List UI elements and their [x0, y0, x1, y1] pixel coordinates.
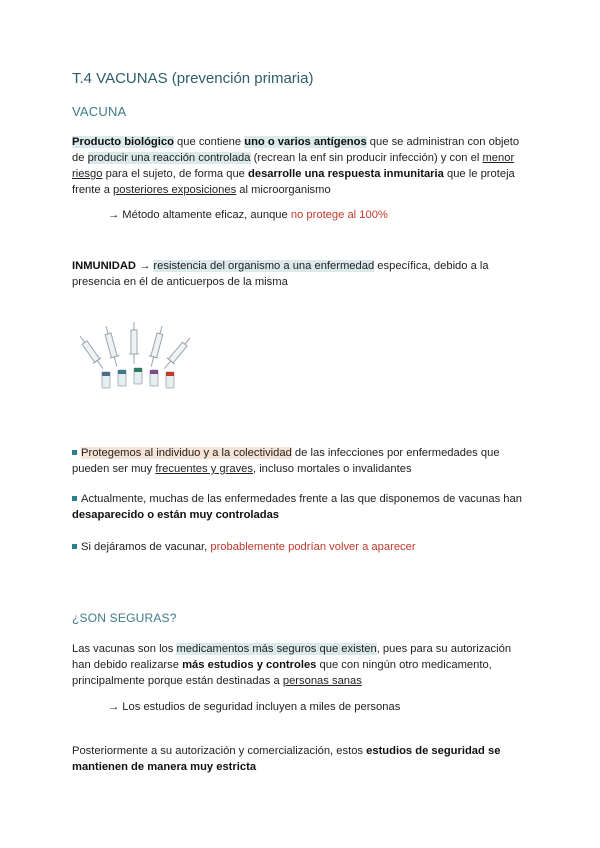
text-run: → Método altamente eficaz, aunque	[108, 209, 291, 221]
text-run: resistencia del organismo a una enfermedad	[153, 260, 375, 272]
text-run: que con ningún otro medicamento, principalmente porque están destinadas a	[72, 659, 492, 687]
text-run: Posteriormente a su autorización y comercialización, estos	[72, 745, 367, 757]
text-run: de las infecciones por enfermedades que pueden ser muy	[72, 447, 500, 475]
text-run: menor riesgo	[72, 152, 515, 180]
bullet-marker-icon	[72, 544, 77, 549]
text-run: personas sanas	[282, 675, 362, 687]
text-run: estudios de seguridad se mantienen de manera muy estricta	[72, 745, 501, 773]
text-run: uno o varios antígenos	[244, 136, 367, 148]
bullet-marker-icon	[72, 496, 77, 501]
text-run: Protegemos al individuo y a la colectividad	[81, 447, 292, 459]
text-run: INMUNIDAD	[72, 260, 137, 272]
text-run: producir una reacción controlada	[87, 152, 251, 164]
text-run: probablemente podrían volver a aparecer	[210, 541, 416, 553]
text-run: Producto biológico	[72, 136, 174, 148]
section-heading-vacuna: VACUNA	[72, 104, 127, 119]
vacuna-definition-paragraph	[72, 134, 532, 198]
text-run: medicamentos más seguros que existen	[176, 643, 377, 655]
text-run: que se administran con objeto de	[72, 136, 520, 164]
page-title: T.4 VACUNAS (prevención primaria)	[72, 70, 314, 87]
safety-studies-note	[108, 699, 568, 715]
text-run: desaparecido o están muy controladas	[72, 509, 280, 521]
bullet-marker-icon	[72, 450, 77, 455]
section-heading-seguras: ¿SON SEGURAS?	[72, 611, 177, 625]
text-run: Actualmente, muchas de las enfermedades frente a las que disponemos de vacunas han	[81, 493, 522, 505]
text-run: Si dejáramos de vacunar,	[81, 541, 211, 553]
text-run: que le proteja frente a	[72, 168, 515, 196]
text-run: desarrolle una respuesta inmunitaria	[248, 168, 444, 180]
text-run: más estudios y controles	[182, 659, 317, 671]
text-run: (recrean la enf sin producir infección) y con el	[250, 152, 483, 164]
text-run: específica, debido a la presencia en él de anticuerpos de la misma	[72, 260, 489, 288]
text-run: , incluso mortales o invalidantes	[252, 463, 412, 475]
text-run: al microorganismo	[236, 184, 331, 196]
text-run: → Los estudios de seguridad incluyen a miles de personas	[108, 701, 401, 713]
bullet-protection	[72, 445, 532, 477]
bullet-controlled-diseases	[72, 491, 532, 523]
text-run: frecuentes y graves	[155, 463, 253, 475]
post-authorization-paragraph	[72, 743, 532, 775]
safety-paragraph	[72, 641, 532, 689]
inmunidad-paragraph	[72, 258, 532, 290]
text-run: para el sujeto, de forma que	[102, 168, 249, 180]
bullet-reappear-risk	[72, 539, 532, 555]
text-run: posteriores exposiciones	[113, 184, 237, 196]
text-run: Las vacunas son los	[72, 643, 177, 655]
text-run: , pues para su autorización han debido realizarse	[72, 643, 512, 671]
vaccine-syringes-illustration	[72, 318, 202, 394]
text-run: no protege al 100%	[290, 209, 388, 221]
efficacy-note	[108, 207, 568, 223]
text-run: que contiene	[173, 136, 245, 148]
text-run: →	[136, 260, 154, 272]
